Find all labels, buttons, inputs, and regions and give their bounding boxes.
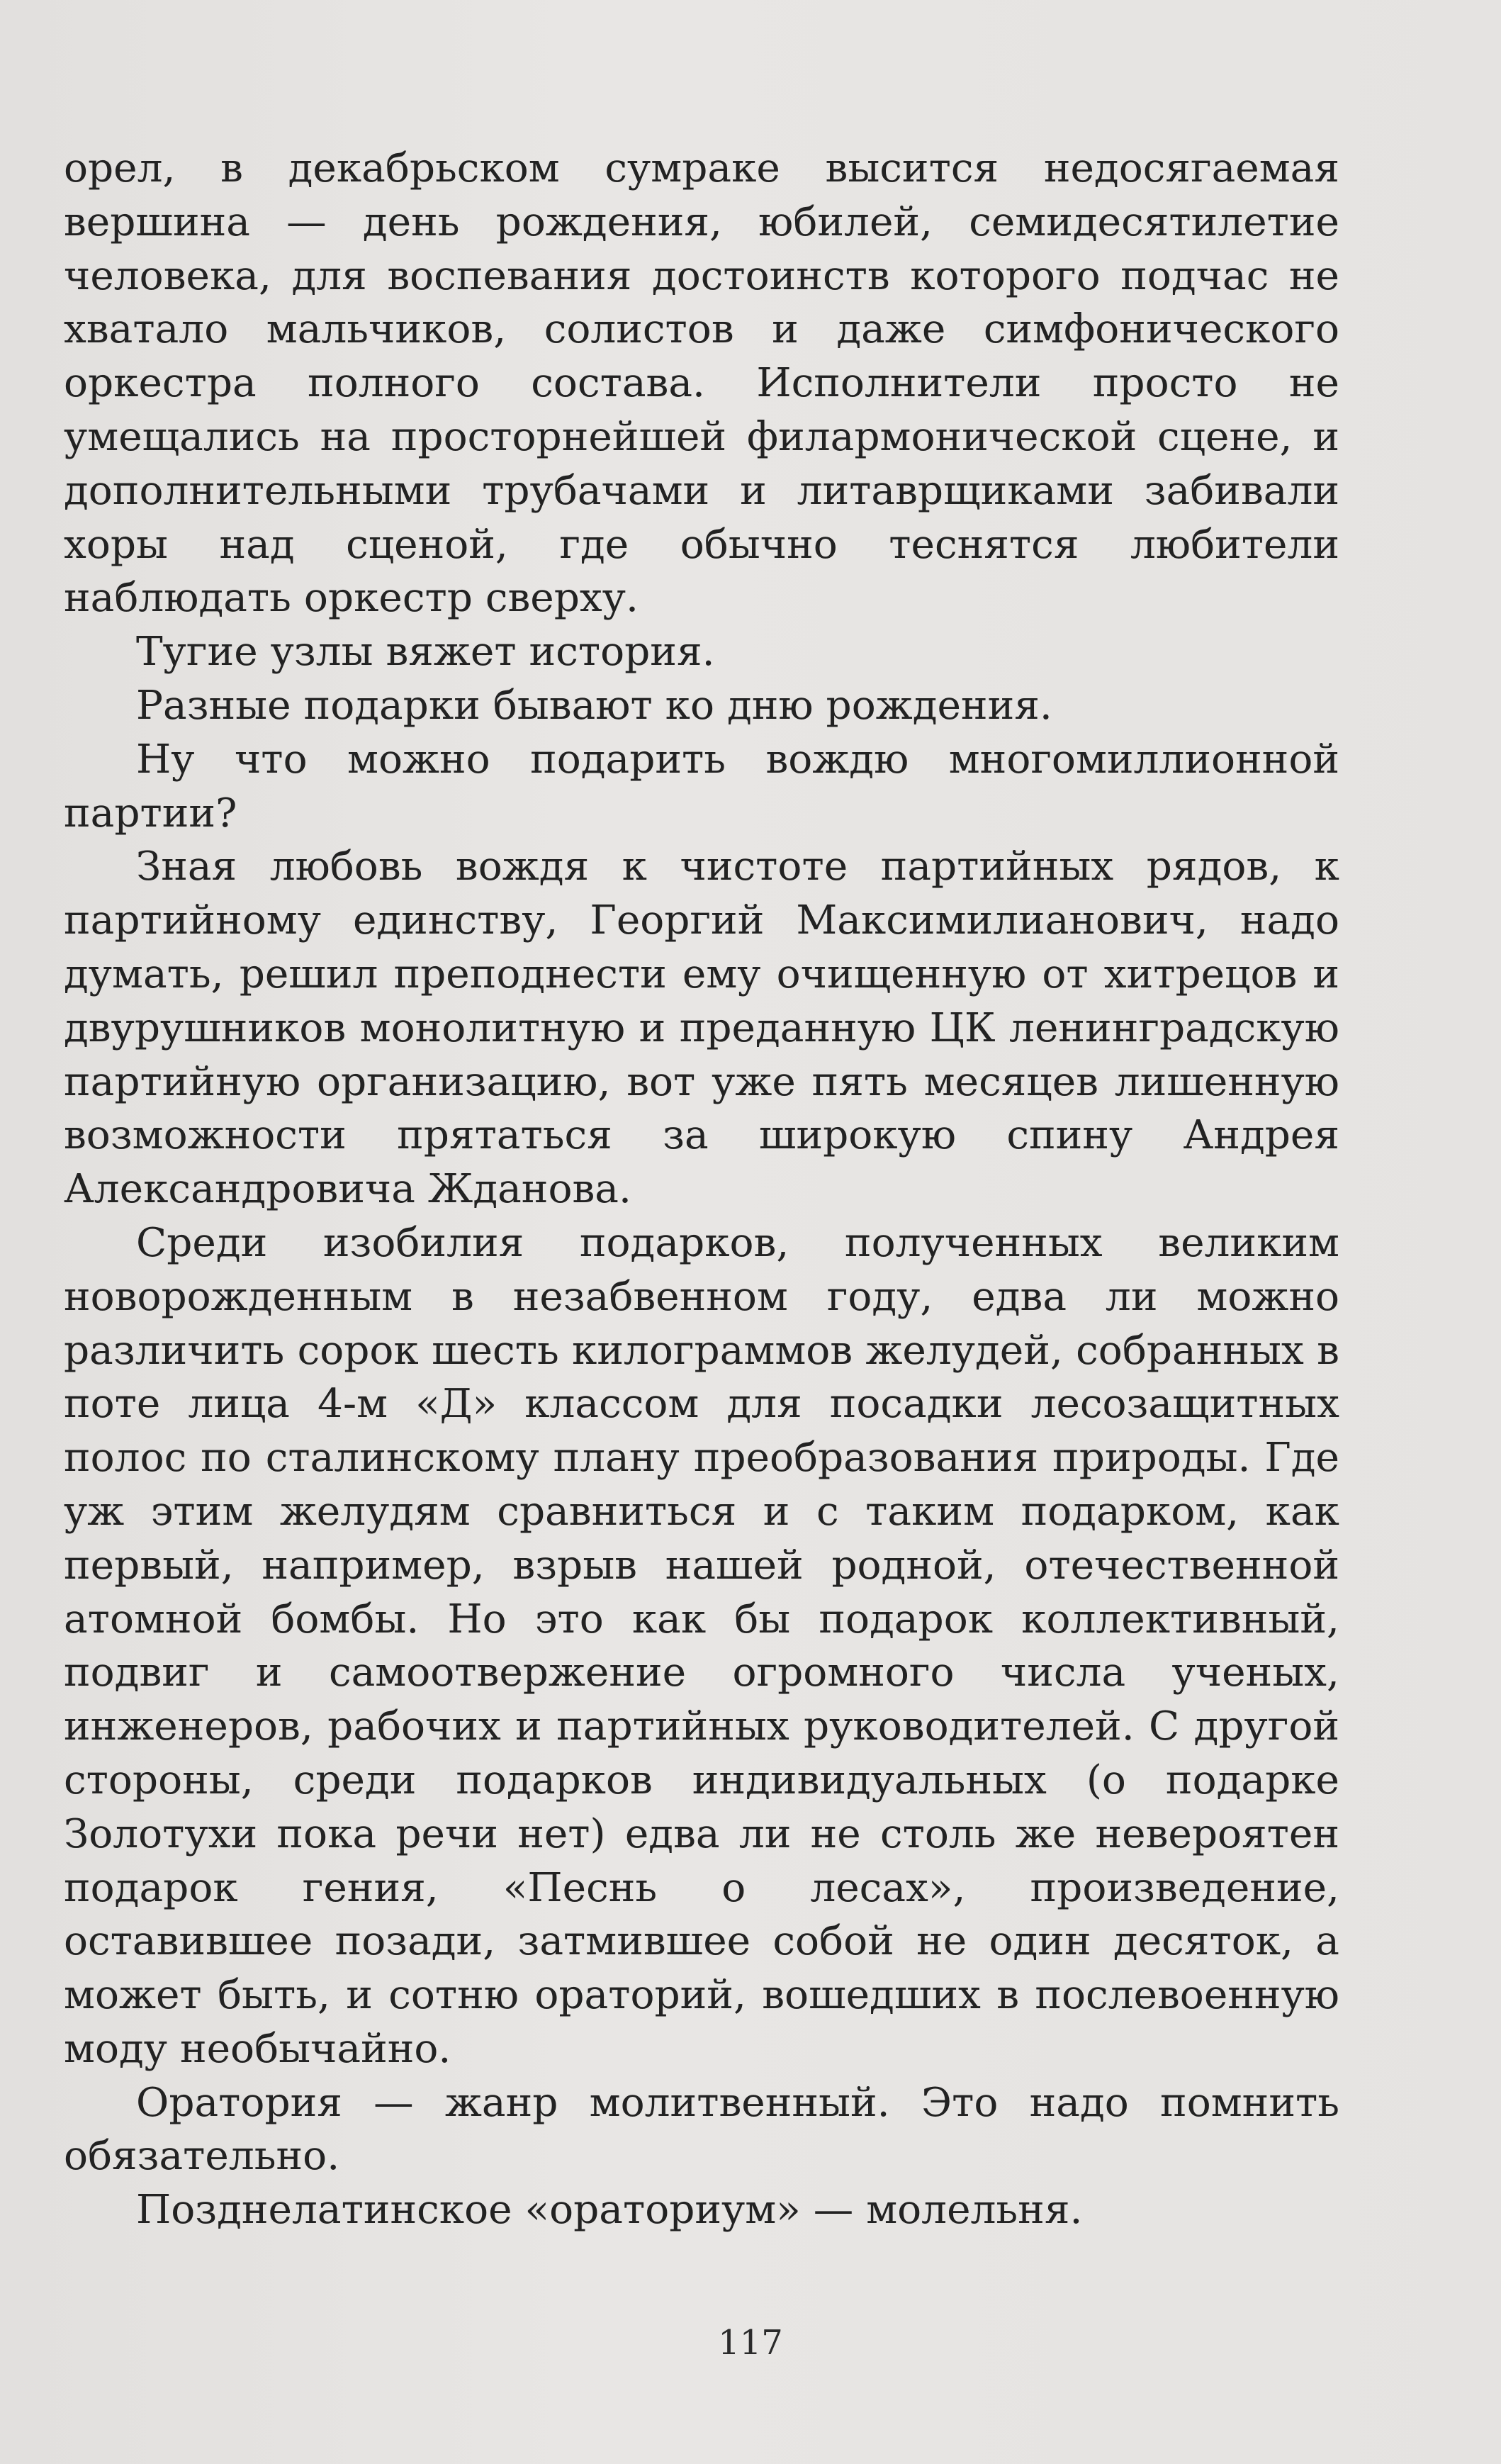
page-number: 117	[718, 2323, 783, 2363]
paragraph: Позднелатинское «ораториум» — молельня.	[136, 2187, 1083, 2234]
paragraph: Оратория — жанр молитвенный. Это надо помнить обязательно.	[64, 2079, 1339, 2180]
paragraph: Зная любовь вождя к чистоте партийных рядов, к партийному единству, Георгий Максимилианович, надо думать, решил преподнести ему очищенную от хитрецов и двурушников монолитную и преданную ЦК ленинградскую партийную организацию, вот уже пять месяцев лишенную возможности прятаться за широкую спину Андрея Александровича Жданова.	[64, 844, 1339, 1213]
paragraph: Ну что можно подарить вождю многомиллионной партии?	[64, 736, 1339, 836]
paragraph: Среди изобилия подарков, полученных великим новорожденным в незабвенном году, едва ли можно различить сорок шесть килограммов желудей, собранных в поте лица 4-м «Д» классом для посадки лесозащитных полос по сталинскому плану преобразования природы. Где уж этим желудям сравниться и с таким подарком, как первый, например, взрыв нашей родной, отечественной атомной бомбы. Но это как бы подарок коллективный, подвиг и самоотвержение огромного числа ученых, инженеров, рабочих и партийных руководителей. С другой стороны, среди подарков индивидуальных (о подарке Золотухи пока речи нет) едва ли не столь же невероятен подарок гения, «Песнь о лесах», произведение, оставившее позади, затмившее собой не один десяток, а может быть, и сотню ораторий, вошедших в послевоенную моду необычайно.	[64, 1219, 1339, 2072]
body-text	[64, 142, 1339, 2237]
paragraph: Тугие узлы вяжет история.	[136, 629, 715, 676]
paragraph: Разные подарки бывают ко дню рождения.	[136, 682, 1052, 729]
paragraph: орел, в декабрьском сумраке высится недосягаемая вершина — день рождения, юбилей, семидесятилетие человека, для воспевания достоинств которого подчас не хватало мальчиков, солистов и даже симфонического оркестра полного состава. Исполнители просто не умещались на просторнейшей филармонической сцене, и дополнительными трубачами и литаврщиками забивали хоры над сценой, где обычно теснятся любители наблюдать оркестр сверху.	[64, 145, 1339, 622]
